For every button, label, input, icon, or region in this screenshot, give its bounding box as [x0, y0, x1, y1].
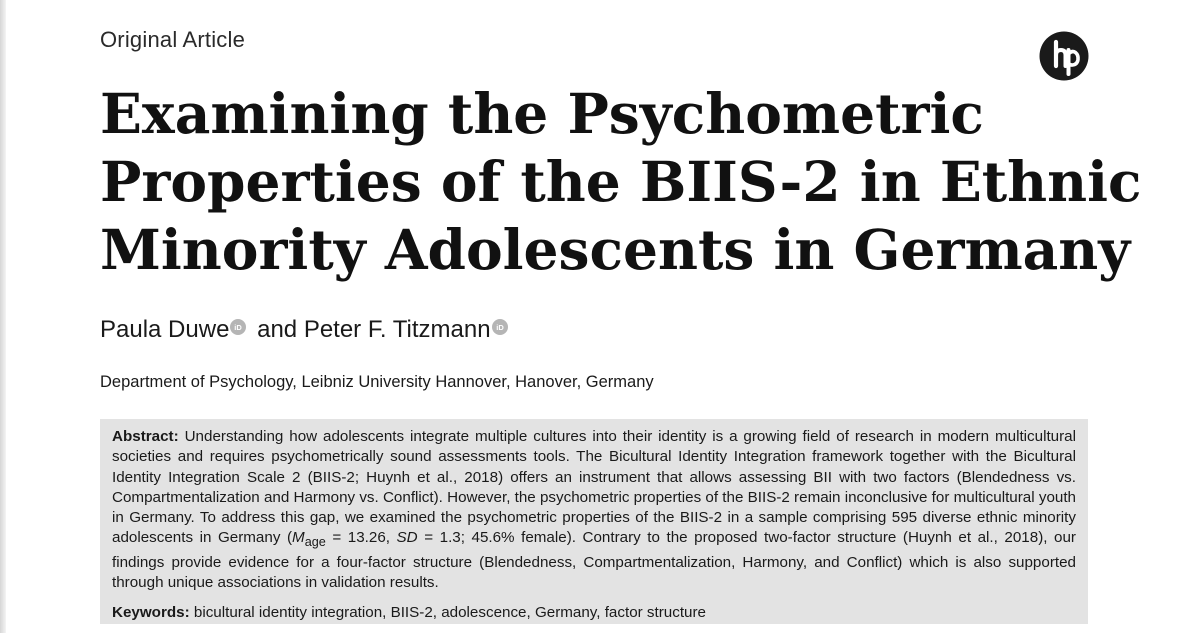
orcid-icon[interactable]: [492, 319, 508, 335]
abstract-part-3: = 1.3; 45.6% female). Contrary to the proposed two-factor structure (Huynh et al., 2018), our findings provide evidence for a four-factor structure (Blendedness, Compartmentalization, Harmony, and Conflict) which is also supported through unique associations in validation results.: [112, 529, 1076, 592]
svg-text:iD: iD: [234, 323, 243, 333]
keywords-text: bicultural identity integration, BIIS-2, adolescence, Germany, factor structure: [189, 604, 706, 622]
mean-age-symbol: M: [292, 529, 305, 547]
article-title: [100, 80, 1142, 284]
abstract-box: [100, 419, 1088, 624]
abstract-part-1: Understanding how adolescents integrate multiple cultures into their identity is a growing field of research in modern multicultural societies and requires psychometrically sound assessments tools. The Bicultural Identity Integration framework together with the Bicultural Identity Integration Scale 2 (BIIS-2; Huynh et al., 2018) offers an instrument that allows assessing BII with two factors (Blendedness vs. Compartmentalization and Harmony vs. Conflict). However, the psychometric properties of the BIIS-2 remain inconclusive for multicultural youth in Germany. To address this gap, we examined the psychometric properties of the BIIS-2 in a sample comprising 595 diverse ethnic minority adolescents in Germany (: [112, 428, 1076, 547]
abstract-label: Abstract:: [112, 428, 179, 445]
svg-text:iD: iD: [495, 323, 504, 333]
article-type-label: Original Article: [100, 27, 246, 52]
keywords: [112, 603, 1076, 623]
mean-age-subscript: age: [304, 535, 326, 550]
title-line-1: Examining the Psychometric: [100, 81, 984, 146]
author-affiliation: Department of Psychology, Leibniz University Hannover, Hanover, Germany: [100, 373, 654, 391]
author-name: Paula Duwe: [100, 316, 230, 343]
title-line-2: Properties of the BIIS-2 in Ethnic: [100, 149, 1142, 214]
keywords-label: Keywords:: [112, 604, 190, 622]
author-name: Peter F. Titzmann: [303, 316, 491, 343]
sd-symbol: SD: [396, 529, 418, 547]
title-line-3: Minority Adolescents in Germany: [100, 217, 1131, 282]
author-list: [100, 316, 512, 344]
abstract-part-2: = 13.26,: [325, 529, 397, 547]
publisher-logo: [1039, 31, 1089, 81]
abstract-text: [112, 427, 1076, 593]
orcid-icon[interactable]: [230, 319, 246, 335]
page-edge-shadow: [0, 0, 6, 633]
author-connector: and: [257, 316, 298, 343]
